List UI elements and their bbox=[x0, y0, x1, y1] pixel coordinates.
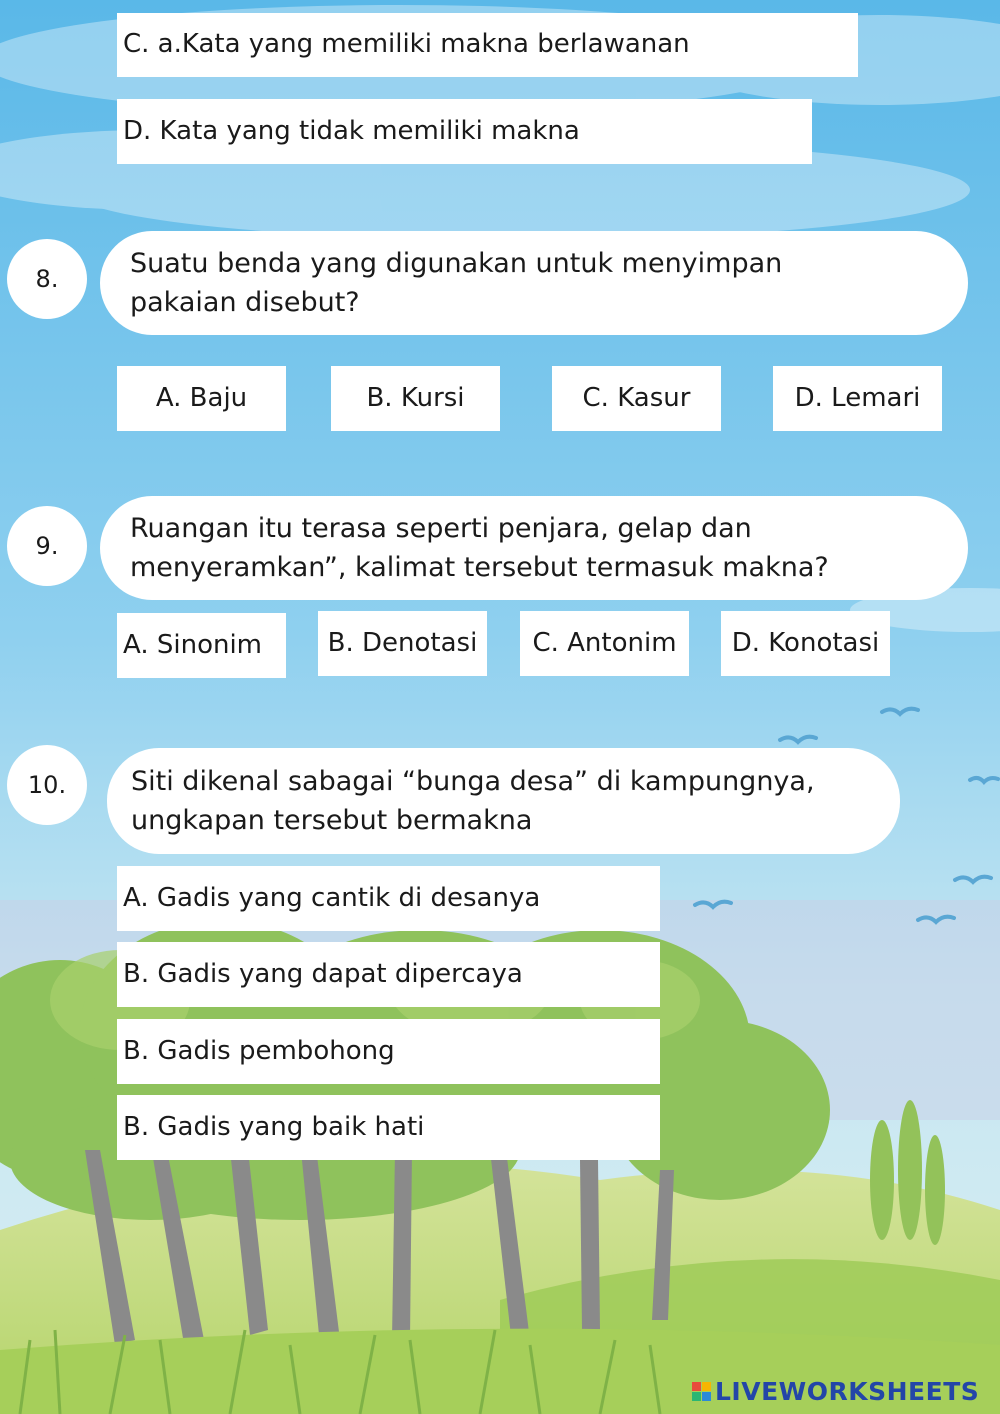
question-10-option-b[interactable]: B. Gadis yang dapat dipercaya bbox=[117, 942, 660, 1007]
prev-option-d[interactable]: D. Kata yang tidak memiliki makna bbox=[117, 99, 812, 164]
question-8-option-a[interactable]: A. Baju bbox=[117, 366, 286, 431]
branding-text: LIVEWORKSHEETS bbox=[715, 1376, 980, 1406]
question-9-option-a[interactable]: A. Sinonim bbox=[117, 613, 286, 678]
question-10-option-d[interactable]: B. Gadis yang baik hati bbox=[117, 1095, 660, 1160]
question-8-number: 8. bbox=[7, 239, 87, 319]
question-8-option-d[interactable]: D. Lemari bbox=[773, 366, 942, 431]
liveworksheets-branding bbox=[692, 1374, 979, 1408]
question-9-line1: Ruangan itu terasa seperti penjara, gelap dan bbox=[130, 513, 752, 544]
liveworksheets-logo-icon bbox=[692, 1382, 711, 1401]
question-8-option-b[interactable]: B. Kursi bbox=[331, 366, 500, 431]
question-10-text bbox=[107, 748, 900, 854]
question-10-option-c[interactable]: B. Gadis pembohong bbox=[117, 1019, 660, 1084]
prev-option-c[interactable]: C. a.Kata yang memiliki makna berlawanan bbox=[117, 13, 858, 77]
question-10-line1: Siti dikenal sabagai “bunga desa” di kampungnya, bbox=[131, 766, 815, 797]
question-9-line2: menyeramkan”, kalimat tersebut termasuk makna? bbox=[130, 552, 829, 583]
question-8-option-c[interactable]: C. Kasur bbox=[552, 366, 721, 431]
question-10-option-a[interactable]: A. Gadis yang cantik di desanya bbox=[117, 866, 660, 931]
question-8-line2: pakaian disebut? bbox=[130, 287, 360, 318]
question-8-text bbox=[100, 231, 968, 335]
question-9-option-d[interactable]: D. Konotasi bbox=[721, 611, 890, 676]
question-10-line2: ungkapan tersebut bermakna bbox=[131, 805, 533, 836]
question-9-option-c[interactable]: C. Antonim bbox=[520, 611, 689, 676]
question-9-option-b[interactable]: B. Denotasi bbox=[318, 611, 487, 676]
question-8-line1: Suatu benda yang digunakan untuk menyimpan bbox=[130, 248, 783, 279]
question-9-text bbox=[100, 496, 968, 600]
question-9-number: 9. bbox=[7, 506, 87, 586]
question-10-number: 10. bbox=[7, 745, 87, 825]
